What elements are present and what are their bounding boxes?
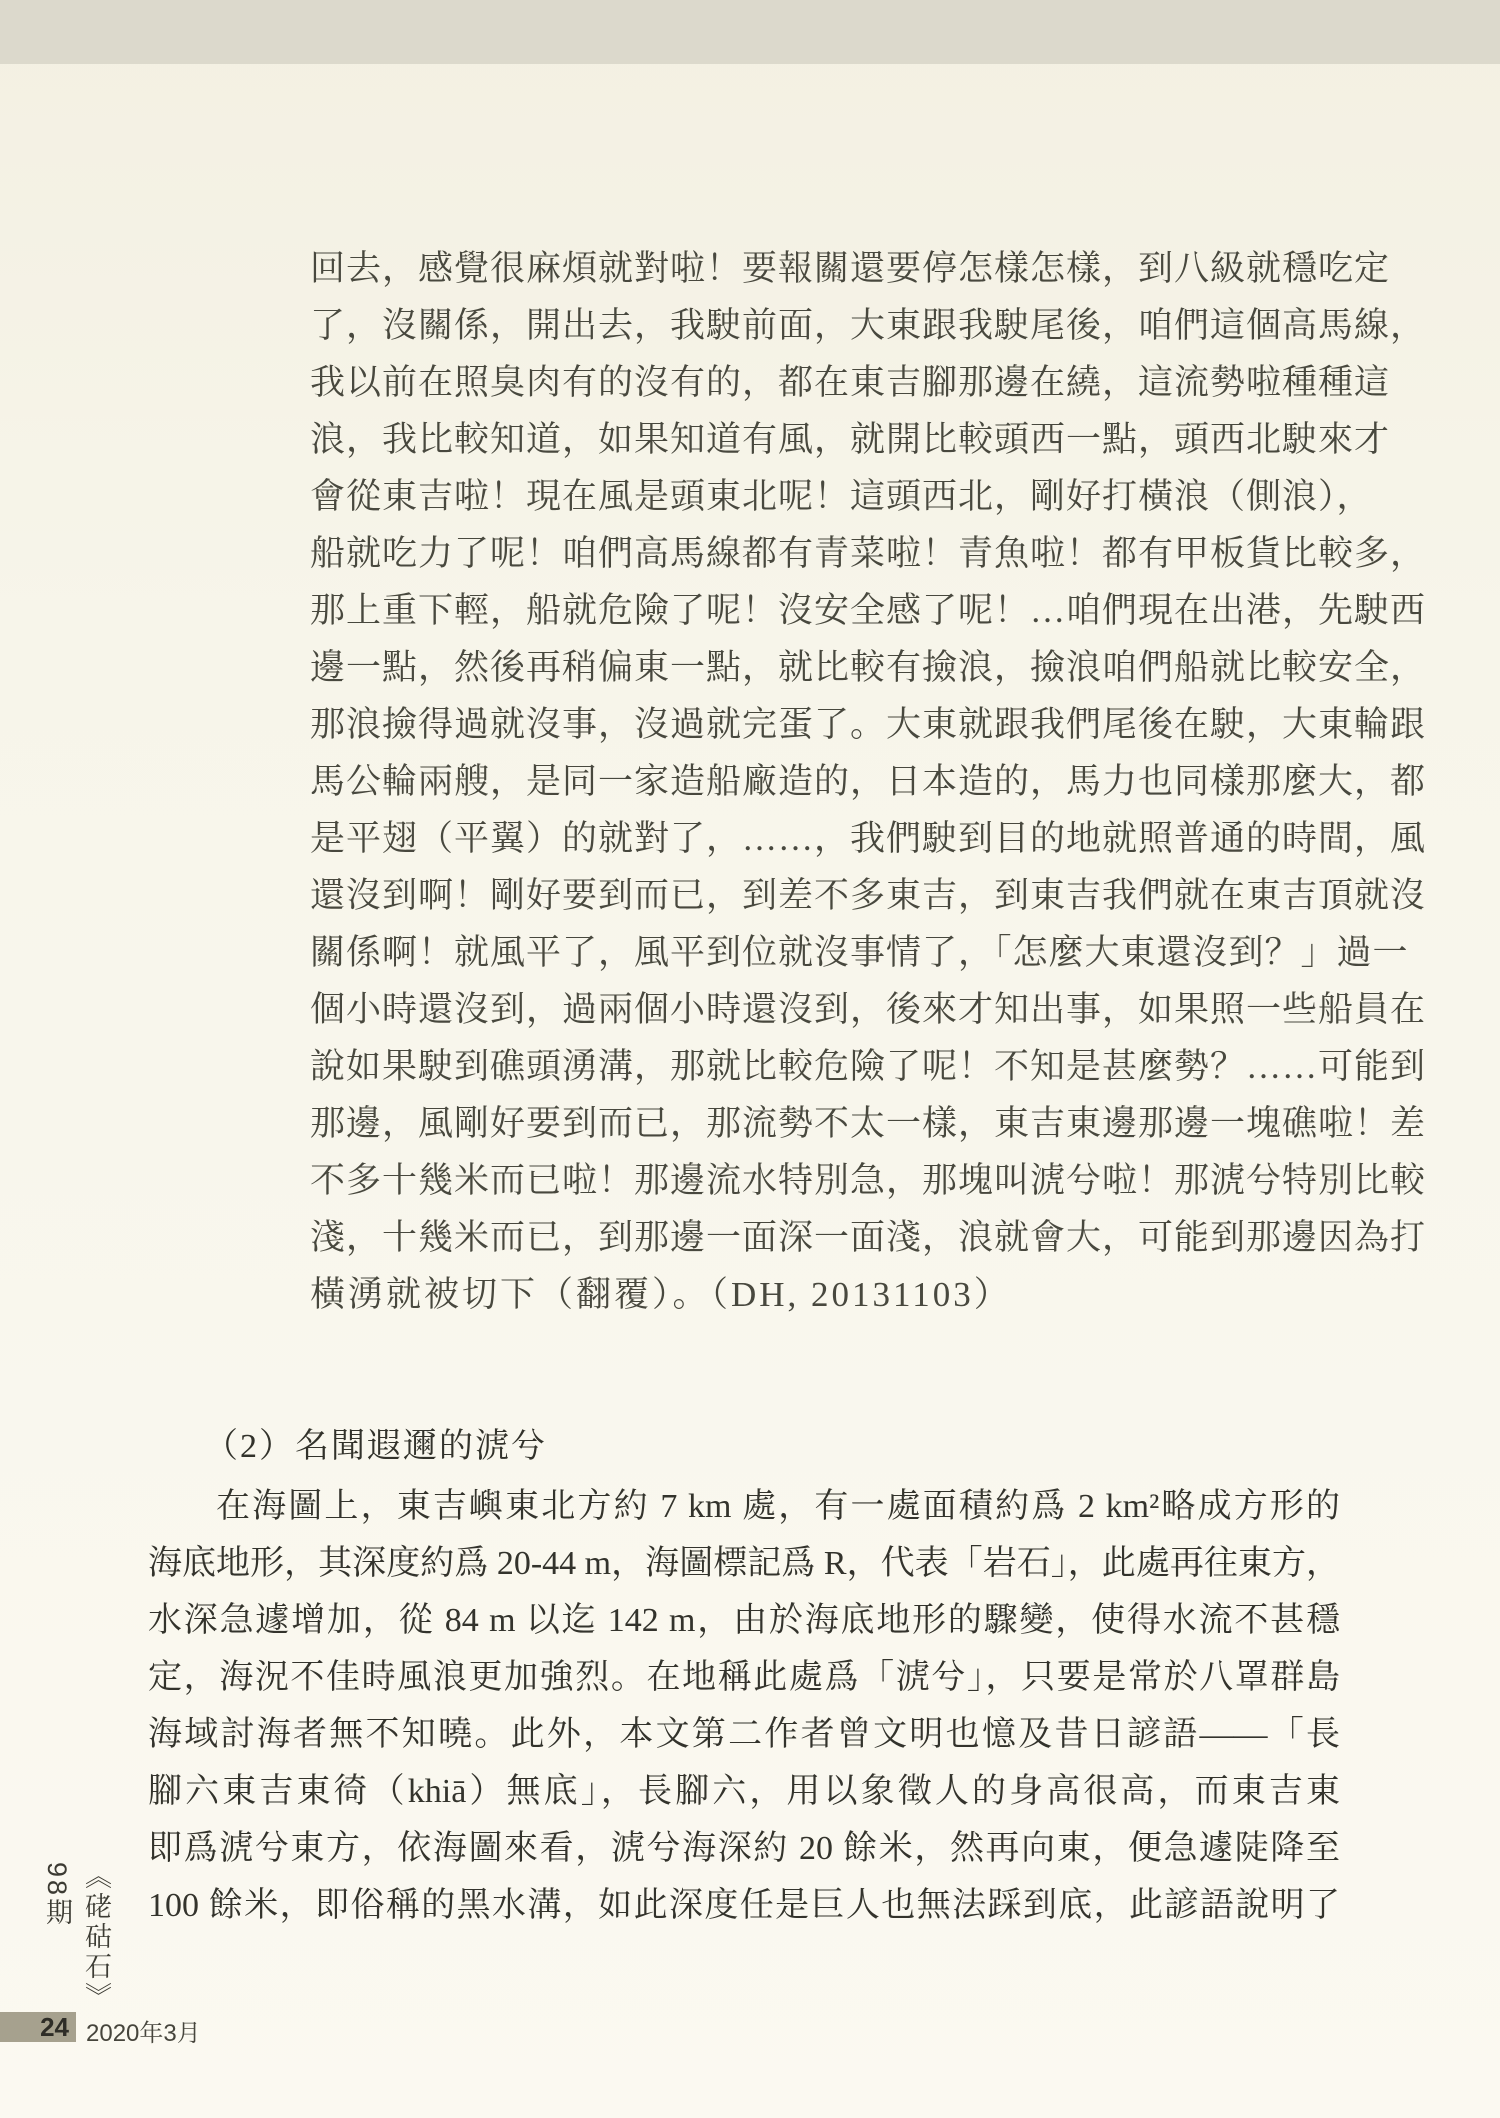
body-line: 在海圖上，東吉嶼東北方約 7 km 處，有一處面積約爲 2 km²略成方形的 bbox=[216, 1488, 1340, 1525]
body-line: 腳六東吉東徛（khiā）無底」，長腳六，用以象徵人的身高很高，而東吉東 bbox=[148, 1773, 1340, 1810]
body-line: 定，海況不佳時風浪更加強烈。在地稱此處爲「淲兮」，只要是常於八罩群島 bbox=[148, 1659, 1340, 1696]
scan-edge-band bbox=[0, 0, 1500, 64]
quote-line: 會從東吉啦！現在風是頭東北呢！這頭西北，剛好打橫浪（側浪）， bbox=[310, 477, 1373, 516]
body-line: 100 餘米，即俗稱的黑水溝，如此深度任是巨人也無法踩到底，此諺語說明了 bbox=[148, 1887, 1340, 1924]
quote-line: 了，沒關係，開出去，我駛前面，大東跟我駛尾後，咱們這個高馬線， bbox=[310, 306, 1427, 345]
quote-line: 不多十幾米而已啦！那邊流水特別急，那塊叫淲兮啦！那淲兮特別比較 bbox=[310, 1161, 1427, 1200]
quote-line: 浪，我比較知道，如果知道有風，就開比較頭西一點，頭西北駛來才 bbox=[310, 420, 1391, 459]
quote-line: 還沒到啊！剛好要到而已，到差不多東吉，到東吉我們就在東吉頂就沒 bbox=[310, 876, 1427, 915]
quote-line: 淺，十幾米而已，到那邊一面深一面淺，浪就會大，可能到那邊因為打 bbox=[310, 1218, 1427, 1257]
quote-line: 說如果駛到礁頭湧溝，那就比較危險了呢！不知是甚麼勢？……可能到 bbox=[310, 1047, 1427, 1086]
footer-date: 2020年3月 bbox=[86, 2020, 201, 2047]
quote-line: 關係啊！就風平了，風平到位就沒事情了，「怎麼大東還沒到？」過一 bbox=[310, 933, 1409, 972]
body-line: 海域討海者無不知曉。此外，本文第二作者曾文明也憶及昔日諺語——「長 bbox=[148, 1716, 1340, 1753]
section-body bbox=[148, 1478, 1340, 1934]
quote-line: 回去，感覺很麻煩就對啦！要報關還要停怎樣怎樣，到八級就穩吃定 bbox=[310, 249, 1391, 288]
quote-line: 我以前在照臭肉有的沒有的，都在東吉腳那邊在繞，這流勢啦種種這 bbox=[310, 363, 1391, 402]
body-line: 即爲淲兮東方，依海圖來看，淲兮海深約 20 餘米，然再向東，便急遽陡降至 bbox=[148, 1830, 1340, 1867]
interview-quote-block bbox=[310, 240, 1427, 1323]
quote-line: 馬公輪兩艘，是同一家造船廠造的，日本造的，馬力也同樣那麼大，都 bbox=[310, 762, 1427, 801]
page-number-badge bbox=[0, 2012, 76, 2042]
body-line: 水深急遽增加，從 84 m 以迄 142 m，由於海底地形的驟變，使得水流不甚穩 bbox=[148, 1602, 1340, 1639]
quote-line-citation: 橫湧就被切下（翻覆）。（DH, 20131103） bbox=[310, 1275, 1012, 1314]
quote-line: 那邊，風剛好要到而已，那流勢不太一樣，東吉東邊那邊一塊礁啦！差 bbox=[310, 1104, 1427, 1143]
section-heading: （2）名聞遐邇的淲兮 bbox=[204, 1428, 547, 1465]
quote-line: 船就吃力了呢！咱們高馬線都有青菜啦！青魚啦！都有甲板貨比較多， bbox=[310, 534, 1427, 573]
quote-line: 那浪撿得過就沒事，沒過就完蛋了。大東就跟我們尾後在駛，大東輪跟 bbox=[310, 705, 1427, 744]
journal-title-vertical: 《硓𥑮石》98期 bbox=[42, 1862, 111, 2012]
page-number: 24 bbox=[40, 2011, 69, 2042]
quote-line: 邊一點，然後再稍偏東一點，就比較有撿浪，撿浪咱們船就比較安全， bbox=[310, 648, 1427, 687]
quote-line: 是平翅（平翼）的就對了，……，我們駛到目的地就照普通的時間，風 bbox=[310, 819, 1427, 858]
quote-line: 那上重下輕，船就危險了呢！沒安全感了呢！…咱們現在出港，先駛西 bbox=[310, 591, 1427, 630]
quote-line: 個小時還沒到，過兩個小時還沒到，後來才知出事，如果照一些船員在 bbox=[310, 990, 1427, 1029]
body-line: 海底地形，其深度約爲 20-44 m，海圖標記爲 R，代表「岩石」，此處再往東方， bbox=[148, 1545, 1340, 1582]
